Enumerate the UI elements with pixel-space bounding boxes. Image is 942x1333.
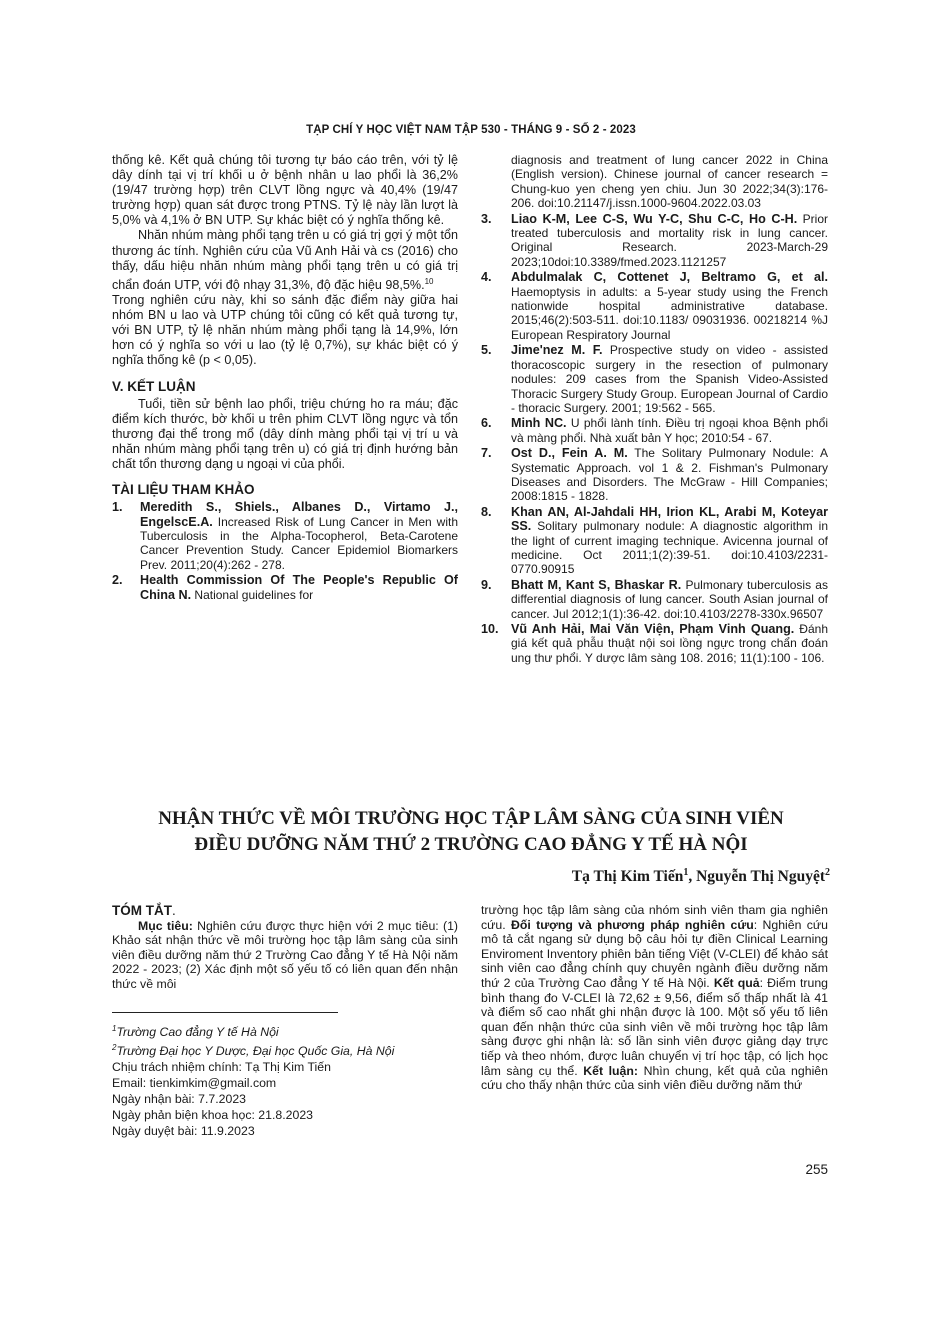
reference-list [112, 500, 458, 602]
reference-item [481, 212, 828, 270]
reference-item [481, 578, 828, 621]
reference-item [481, 343, 828, 415]
reference-text: Meredith S., Shiels., Albanes D., Virtamo J., EngelscE.A. Increased Risk of Lung Cancer in Men with Tuberculosis in the Alpha-Tocopherol, Beta-Carotene Cancer Prevention Study. Cancer Epidemiol Biomarkers Prev. 2011;20(4):262 - 278. [140, 500, 458, 572]
reference-item [112, 500, 458, 572]
article-title: NHẬN THỨC VỀ MÔI TRƯỜNG HỌC TẬP LÂM SÀNG CỦA SINH VIÊN ĐIỀU DƯỠNG NĂM THỨ 2 TRƯỜNG CAO ĐẲNG Y TẾ HÀ NỘI [158, 808, 784, 855]
footnotes [112, 1021, 458, 1139]
abstract-paragraph: Mục tiêu: Nghiên cứu được thực hiện với 2 mục tiêu: (1) Khảo sát nhận thức về môi trường học tập lâm sàng của sinh viên điều dưỡng năm thứ 2 Trường Cao đẳng Y tế Hà Nội năm 2022 - 2023; (2) Xác định một số yếu tố có liên quan đến nhận thức về môi [112, 918, 458, 991]
journal-header: TẠP CHÍ Y HỌC VIỆT NAM TẬP 530 - THÁNG 9 - SỐ 2 - 2023 [306, 124, 636, 136]
section-heading: V. KẾT LUẬN [112, 378, 196, 394]
abstract-right [481, 903, 828, 1093]
reference-number: 7. [481, 446, 492, 461]
reference-text: Health Commission Of The People's Republic Of China N. National guidelines for [140, 573, 458, 602]
reference-item [481, 446, 828, 504]
accepted-date: Ngày duyệt bài: 11.9.2023 [112, 1124, 255, 1139]
reference-text: Khan AN, Al-Jahdali HH, Irion KL, Arabi M, Koteyar SS. Solitary pulmonary nodule: A diagnostic algorithm in the light of current imaging technique. Avicenna journal of medicine. Oct 2011;1(2):39-51. doi:10.4103/2231-0770.90915 [511, 504, 828, 577]
reference-item [481, 505, 828, 577]
reference-indent [481, 153, 511, 211]
section-heading: TÀI LIỆU THAM KHẢO [112, 482, 255, 498]
reference-list [481, 153, 828, 665]
reference-number: 3. [481, 211, 492, 226]
abstract-paragraph: trường học tập lâm sàng của nhóm sinh viên tham gia nghiên cứu. Đối tượng và phương pháp nghiên cứu: Nghiên cứu mô tả cắt ngang sử dụng bộ câu hỏi tự điền Clinical Learning Enviroment Inventory phiên bản tiếng Việt (V-CLEI) để khảo sát sinh viên cao đẳng chính quy chuyên ngành điều dưỡng năm thứ 2 của Trường Cao đẳng Y tế Hà Nội. Kết quả: Điểm trung bình thang đo V-CLEI là 72,62 ± 9,56, điểm số thấp nhất là 41 và điểm số cao nhất ghi nhận được là 100. Một số yếu tố liên quan đến nhận thức của sinh viên về môi trường học tập lâm sàng được ghi nhận là: số lần sinh viên được giảng dạy trực tiếp và theo nhóm, được luân chuyển vị trí học tập, có lịch học lâm sàng cụ thể. Kết luận: Nhìn chung, kết quả của nghiên cứu cho thấy nhận thức của sinh viên điều dưỡng năm thứ [481, 903, 829, 1093]
reference-number: 10. [481, 622, 499, 636]
reference-text: Abdulmalak C, Cottenet J, Beltramo G, et al. Haemoptysis in adults: a 5-year study using the French nationwide hospital administrative database. 2015;46(2):503-511. doi:10.1183/ 09031936. 00218214 %J European Respiratory Journal [511, 270, 828, 342]
reference-number: 4. [481, 270, 492, 285]
reference-continuation [481, 153, 828, 211]
reference-text: Bhatt M, Kant S, Bhaskar R. Pulmonary tuberculosis as differential diagnosis of lung cancer. South Asian journal of cancer. Jul 2012;1(1):36-42. doi:10.4103/2278-330x.96507 [511, 577, 828, 621]
right-column [481, 153, 828, 666]
paragraph: thống kê. Kết quả chúng tôi tương tự báo cáo trên, với tỷ lệ dây dính tại vị trí khối u ở bệnh nhân u lao phổi là 36,2% (19/47 trường hợp) trên CLVT lồng ngực và 40,4% (19/47 trường hợp) quan sát được trong PTNS. Tỷ lệ này lần lượt là 5,0% và 4,1% ở BN UTP. Sự khác biệt có ý nghĩa thống kê. [112, 153, 458, 228]
affiliation-2: $^2$Trường Đại học Y Dược, Đại học Quốc Gia, Hà Nội [112, 1043, 395, 1059]
email: Email: tienkimkim@gmail.com [112, 1076, 277, 1091]
left-column [112, 153, 458, 603]
page-number: 255 [805, 1162, 828, 1177]
reference-text: Minh NC. U phổi lành tính. Điều trị ngoại khoa Bệnh phổi và màng phổi. Nhà xuất bản Y học; 2010:54 - 67. [511, 416, 828, 445]
abstract-left [112, 904, 458, 992]
reviewed-date: Ngày phản biện khoa học: 21.8.2023 [112, 1108, 314, 1123]
corresponding-author: Chịu trách nhiệm chính: Tạ Thị Kim Tiến [112, 1060, 331, 1075]
reference-number: 1. [112, 500, 123, 515]
reference-item [481, 416, 828, 445]
paragraph: Nhăn nhúm màng phổi tạng trên u có giá trị gợi ý một tổn thương ác tính. Nghiên cứu của Vũ Anh Hải và cs (2016) cho thấy, dấu hiệu nhăn nhúm màng phổi tạng trên u có giá trị chẩn đoán UTP, với độ nhạy 31,3%, độ đặc hiệu 98,5%.$^{10}$ [112, 228, 458, 292]
author-line: Tạ Thị Kim Tiến$^1$, Nguyễn Thị Nguyệt$^2$ [571, 867, 830, 886]
reference-text: diagnosis and treatment of lung cancer 2022 in China (English version). Chinese journal of cancer research = Chung-kuo yen cheng yen chiu. Jun 30 2022;34(3):176-206. doi:10.21147/j.issn.1000-9604.2022.03.03 [511, 153, 828, 211]
paragraph: Tuổi, tiền sử bệnh lao phổi, triệu chứng ho ra máu; đặc điểm kích thước, bờ khối u trên phim CLVT lồng ngực và tổn thương đại thể trong mổ (dây dính màng phổi tại vị trí u và nhăn nhúm màng phổi tạng trên u) có giá trị định hướng bản chất tổn thương dạng u ngoại vi của phổi. [112, 396, 458, 471]
footnote-divider [112, 1012, 338, 1013]
reference-text: Vũ Anh Hải, Mai Văn Viện, Phạm Vinh Quang. Đánh giá kết quả phẫu thuật nội soi lồng ngực trong chẩn đoán ung thư phổi. Y dược lâm sàng 108. 2016; 11(1):100 - 106. [511, 622, 828, 665]
received-date: Ngày nhận bài: 7.7.2023 [112, 1092, 247, 1107]
reference-item [481, 622, 828, 665]
reference-number: 8. [481, 504, 492, 519]
reference-text: Jime'nez M. F. Prospective study on video - assisted thoracoscopic surgery in the resection of pulmonary nodules: 209 cases from the Spanish Video-Assisted Thoracic Surgery Study Group. European Journal of Cardio - thoracic Surgery. 2001; 19:562 - 565. [511, 343, 828, 415]
reference-text: Ost D., Fein A. M. The Solitary Pulmonary Nodule: A Systematic Approach. vol 1 & 2. Fishman's Pulmonary Diseases and Disorders. The McGraw - Hill Companies; 2008:1815 - 1828. [511, 446, 828, 504]
reference-number: 2. [112, 573, 123, 588]
reference-text: Liao K-M, Lee C-S, Wu Y-C, Shu C-C, Ho C-H. Prior treated tuberculosis and mortality risk in lung cancer. Original Research. 2023-March-29 2023;10doi:10.3389/fmed.2023.1121257 [511, 211, 829, 269]
reference-item [112, 573, 458, 602]
reference-number: 6. [481, 416, 492, 431]
paragraph: Trong nghiên cứu này, khi so sánh đặc điểm này giữa hai nhóm BN u lao và UTP chúng tôi cũng có kết quả tương tự, với BN UTP, tỷ lệ nhăn nhúm màng phổi tạng là 14,9%, lớn hơn có ý nghĩa so với u lao (tỷ lệ 0,7%), sự khác biệt có ý nghĩa thống kê (p < 0,05). [112, 293, 458, 368]
reference-number: 9. [481, 577, 492, 592]
affiliation-1: $^1$Trường Cao đẳng Y tế Hà Nội [112, 1024, 279, 1040]
abstract-heading: TÓM TẮT. [112, 903, 176, 918]
reference-number: 5. [481, 343, 492, 358]
reference-item [481, 270, 828, 342]
